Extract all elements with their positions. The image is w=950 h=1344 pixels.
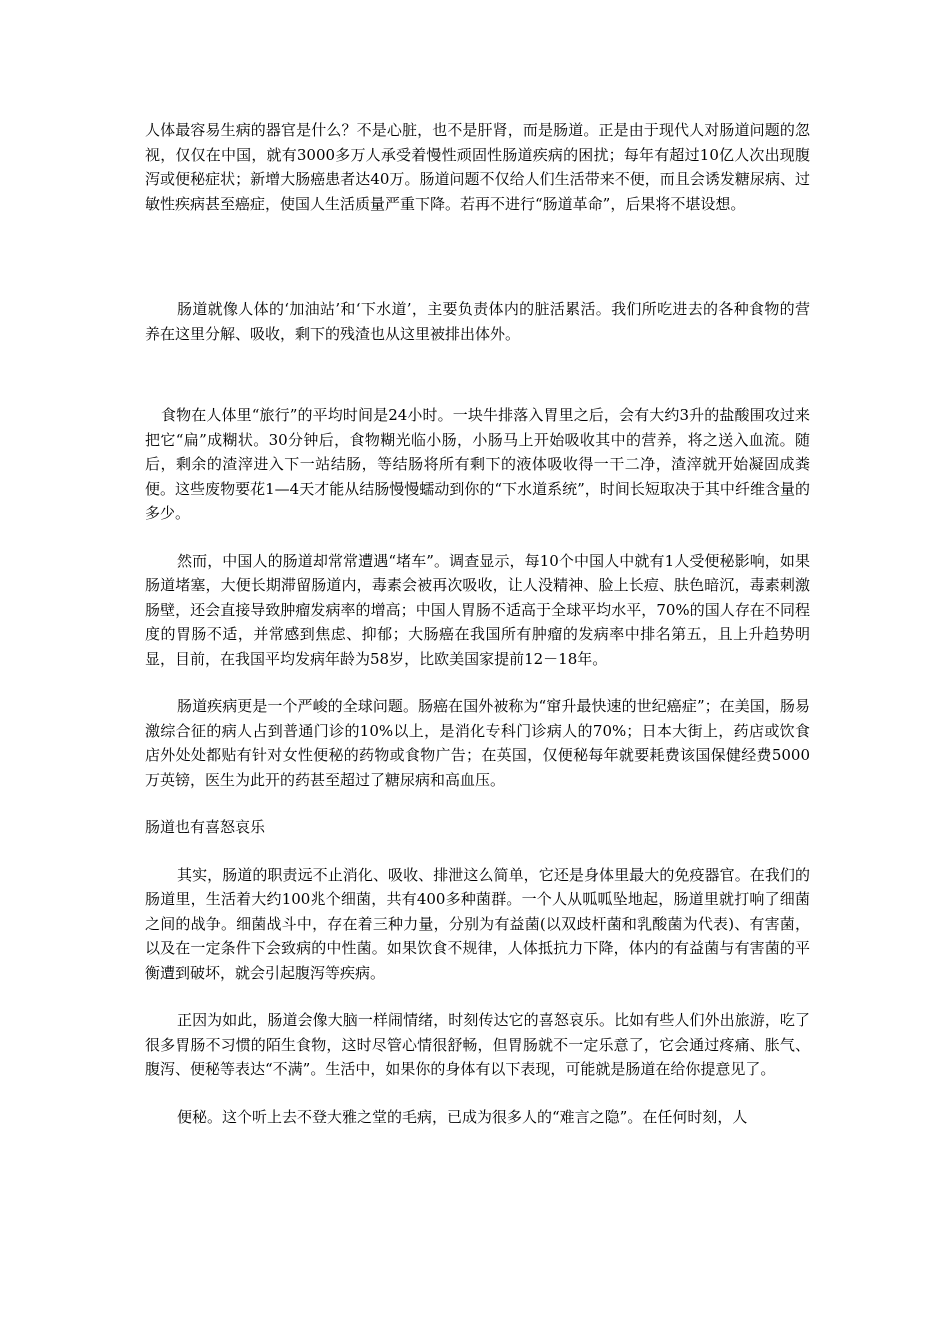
- paragraph-food-journey: 食物在人体里“旅行”的平均时间是24小时。一块牛排落入胃里之后，会有大约3升的盐酸围攻过来把它“扁”成糊状。30分钟后，食物糊光临小肠，小肠马上开始吸收其中的营养，将之送入血流。随后，剩余的渣滓进入下一站结肠，等结肠将所有剩下的液体吸收得一干二净，渣滓就开始凝固成粪便。这些废物要花1—4天才能从结肠慢慢蠕动到你的“下水道系统”，时间长短取决于其中纤维含量的多少。: [145, 406, 810, 522]
- paragraph-constipation: 便秘。这个听上去不登大雅之堂的毛病，已成为很多人的“难言之隐”。在任何时刻，人: [177, 1107, 748, 1126]
- paragraph-china-constipation: 然而，中国人的肠道却常常遭遇“堵车”。调查显示，每10个中国人中就有1人受便秘影响，如果肠道堵塞，大便长期滞留肠道内，毒素会被再次吸收，让人没精神、脸上长痘、肤色暗沉，毒素刺激肠壁，还会直接导致肿瘤发病率的增高；中国人胃肠不适高于全球平均水平，70%的国人存在不同程度的胃肠不适，并常感到焦虑、抑郁；大肠癌在我国所有肿瘤的发病率中排名第五，且上升趋势明显，目前，在我国平均发病年龄为58岁，比欧美国家提前12－18年。: [145, 551, 810, 668]
- paragraph-global-problem: 肠道疾病更是一个严峻的全球问题。肠癌在国外被称为“窜升最快速的世纪癌症”；在美国，肠易激综合征的病人占到普通门诊的10%以上，是消化专科门诊病人的70%；日本大街上，药店或饮食店外处处都贴有针对女性便秘的药物或食物广告；在英国，仅便秘每年就要耗费该国保健经费5000万英镑，医生为此开的药甚至超过了糖尿病和高血压。: [145, 697, 810, 789]
- paragraph-immune-organ: 其实，肠道的职责远不止消化、吸收、排泄这么简单，它还是身体里最大的免疫器官。在我们的肠道里，生活着大约100兆个细菌，共有400多种菌群。一个人从呱呱坠地起，肠道里就打响了细菌之间的战争。细菌战斗中，存在着三种力量，分别为有益菌(以双歧杆菌和乳酸菌为代表)、有害菌，以及在一定条件下会致病的中性菌。如果饮食不规律，人体抵抗力下降，体内的有益菌与有害菌的平衡遭到破坏，就会引起腹泻等疾病。: [145, 865, 810, 982]
- paragraph-intestine-emotions: 正因为如此，肠道会像大脑一样闹情绪，时刻传达它的喜怒哀乐。比如有些人们外出旅游，吃了很多胃肠不习惯的陌生食物，这时尽管心情很舒畅，但胃肠就不一定乐意了，它会通过疼痛、胀气、腹泻、便秘等表达“不满”。生活中，如果你的身体有以下表现，可能就是肠道在给你提意见了。: [145, 1011, 810, 1078]
- section-heading: 肠道也有喜怒哀乐: [145, 818, 266, 836]
- intro-paragraph: 人体最容易生病的器官是什么？不是心脏，也不是肝肾，而是肠道。正是由于现代人对肠道问题的忽视，仅仅在中国，就有3000多万人承受着慢性顽固性肠道疾病的困扰；每年有超过10亿人次出现腹泻或便秘症状；新增大肠癌患者达40万。肠道问题不仅给人们生活带来不便，而且会诱发糖尿病、过敏性疾病甚至癌症，使国人生活质量严重下降。若再不进行“肠道革命”，后果将不堪设想。: [145, 121, 810, 213]
- paragraph-intestine-role: 肠道就像人体的‘加油站’和‘下水道’，主要负责体内的脏活累活。我们所吃进去的各种食物的营养在这里分解、吸收，剩下的残渣也从这里被排出体外。: [145, 300, 810, 343]
- document-page: [145, 118, 810, 1129]
